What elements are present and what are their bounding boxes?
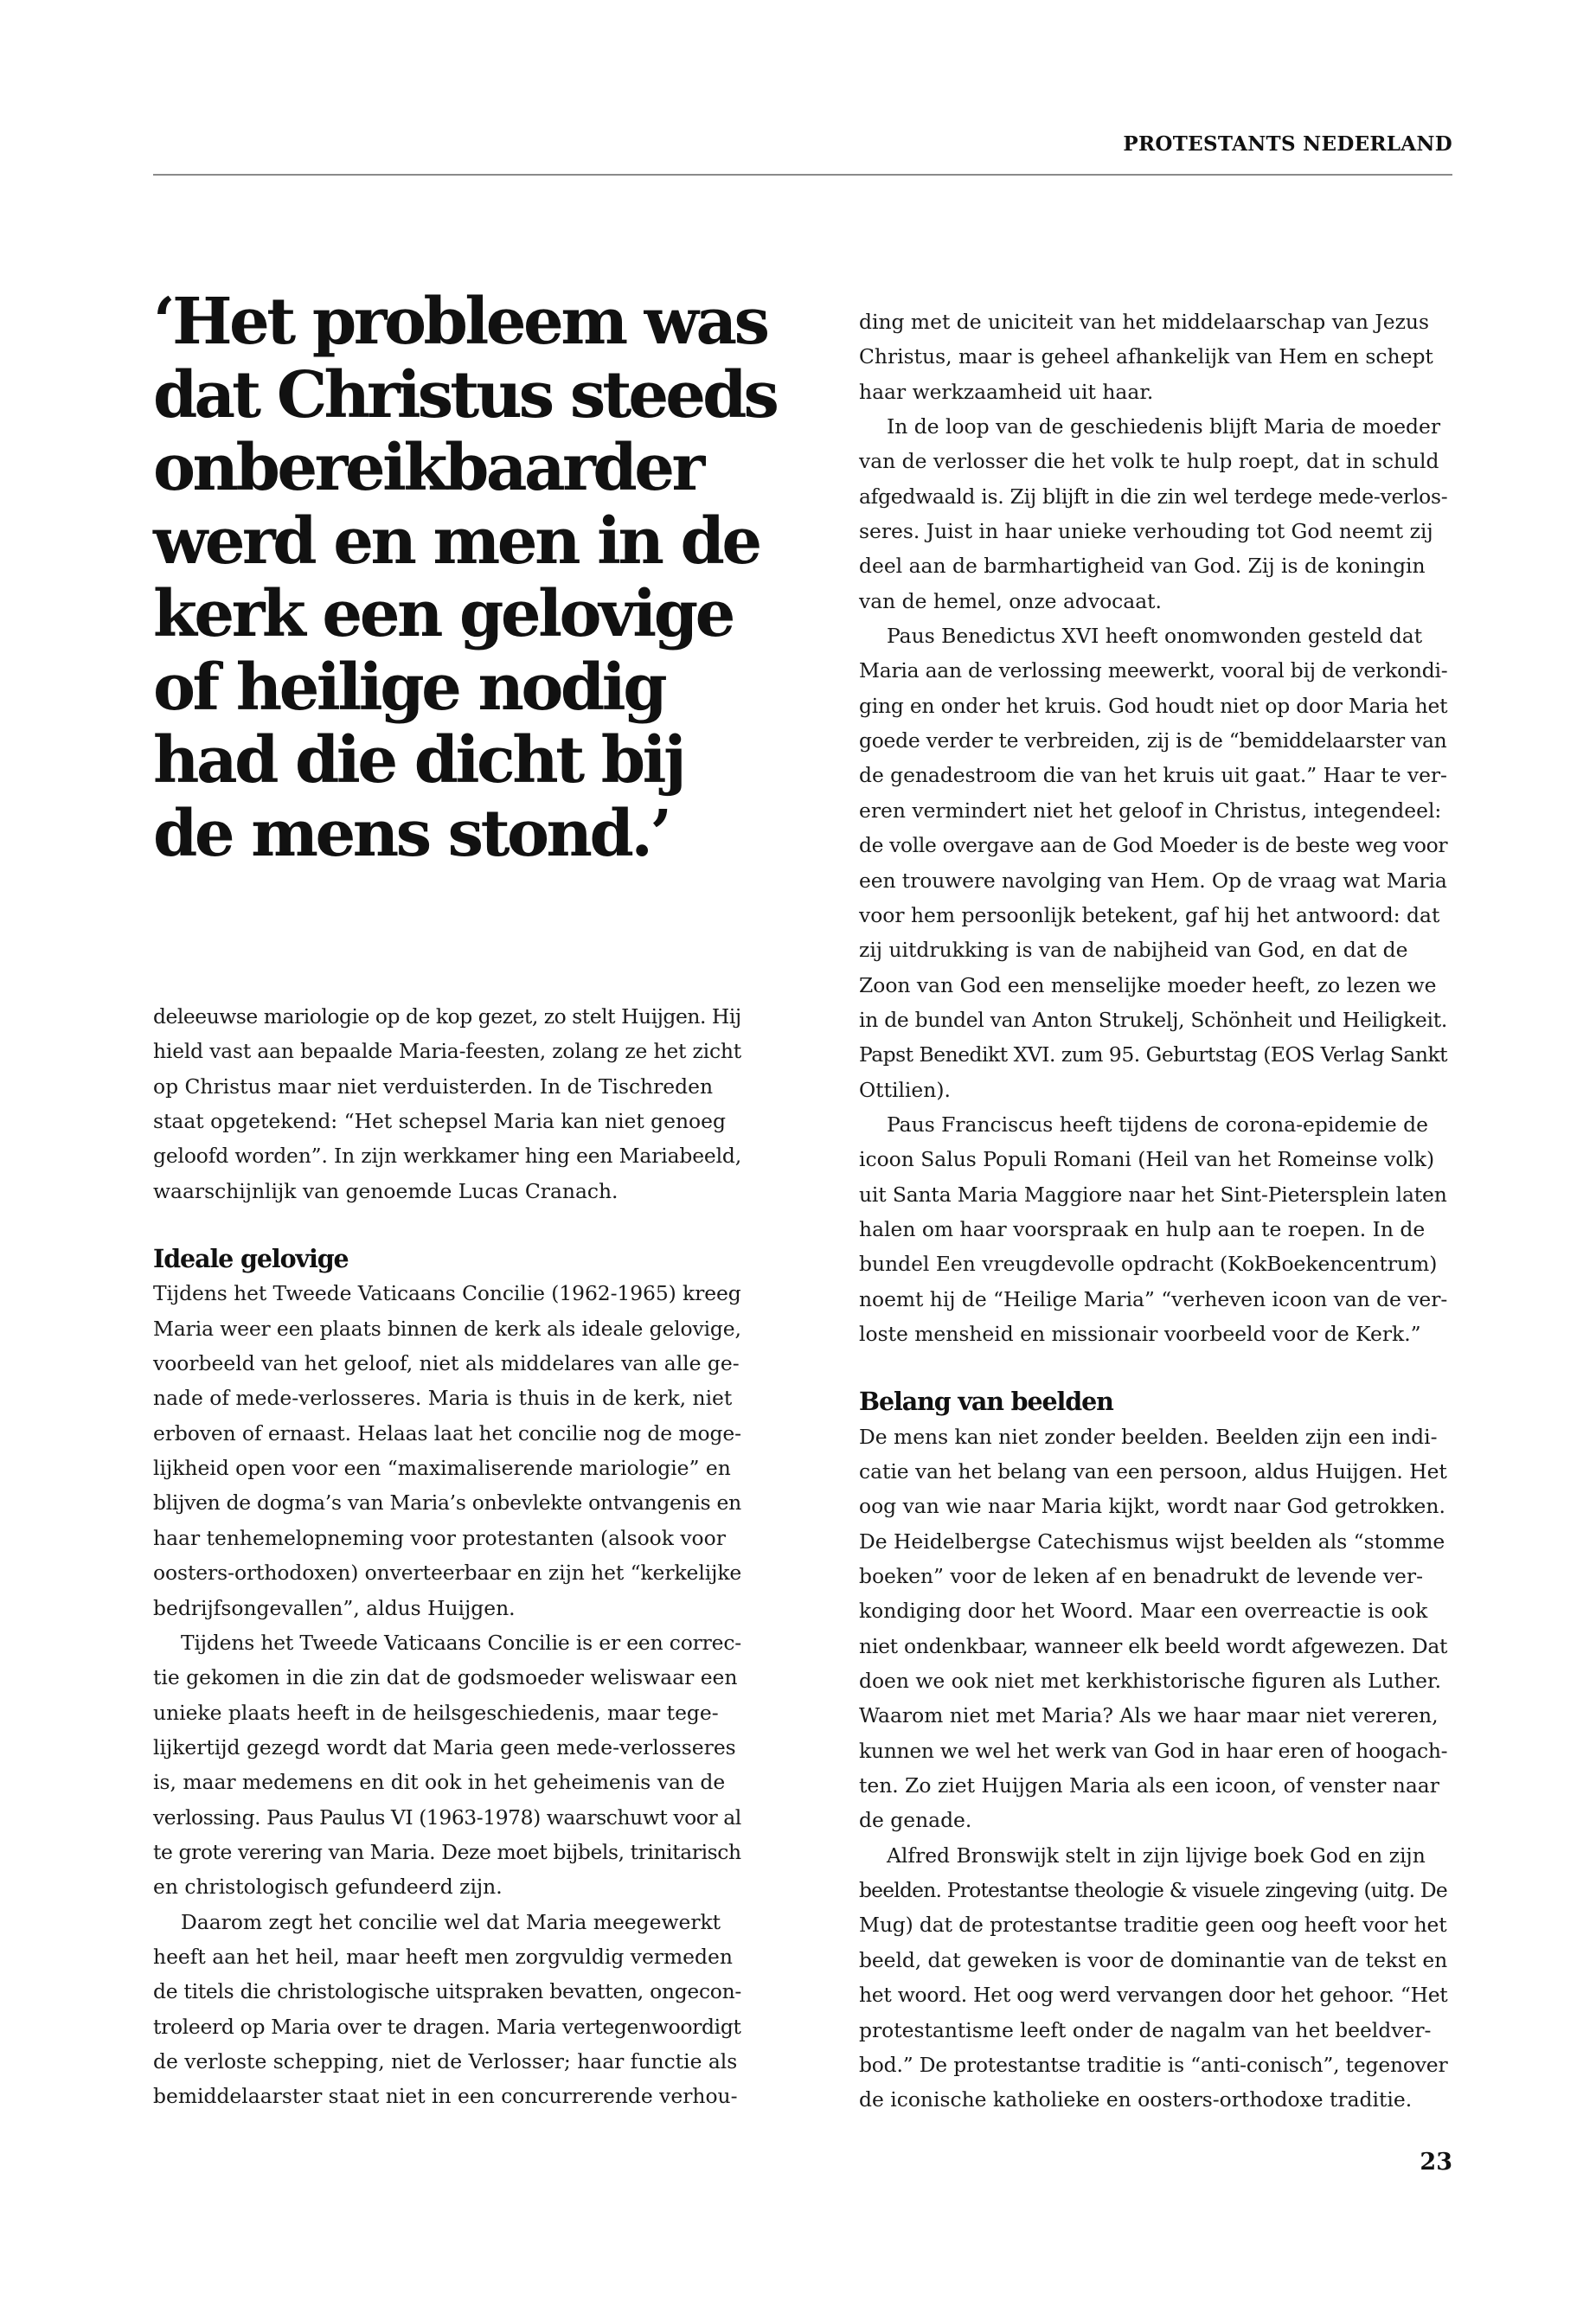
text-line: bundel Een vreugdevolle opdracht (KokBoekencentrum): [859, 1252, 1438, 1277]
text-line: de titels die christologische uitspraken bevatten, ongecon-: [153, 1979, 742, 2004]
text-line: Tijdens het Tweede Vaticaans Concilie (1962-1965) kreeg: [153, 1281, 741, 1306]
text-line: icoon Salus Populi Romani (Heil van het Romeinse volk): [859, 1147, 1435, 1172]
text-line: Ottilien).: [859, 1077, 951, 1102]
pull-quote-line: kerk een gelovige: [153, 577, 733, 651]
text-line: catie van het belang van een persoon, aldus Huijgen. Het: [859, 1459, 1447, 1484]
text-line: niet ondenkbaar, wanneer elk beeld wordt afgewezen. Dat: [859, 1633, 1448, 1658]
text-line: verlossing. Paus Paulus VI (1963-1978) waarschuwt voor al: [153, 1804, 741, 1830]
text-line: voorbeeld van het geloof, niet als middelares van alle ge-: [153, 1351, 740, 1376]
text-line: eren vermindert niet het geloof in Christus, integendeel:: [859, 798, 1442, 823]
pull-quote-line: ‘Het probleem was: [153, 285, 767, 359]
text-line: goede verder te verbreiden, zij is de “bemiddelaarster van: [859, 728, 1447, 753]
text-line: Maria weer een plaats binnen de kerk als ideale gelovige,: [153, 1316, 741, 1341]
text-line: de iconische katholieke en oosters-orthodoxe traditie.: [859, 2087, 1413, 2112]
section-title: PROTESTANTS NEDERLAND: [1123, 132, 1452, 156]
text-line: zij uitdrukking is van de nabijheid van God, en dat de: [859, 938, 1408, 963]
text-line: doen we ook niet met kerkhistorische figuren als Luther.: [859, 1669, 1442, 1694]
text-line: Waarom niet met Maria? Als we haar maar niet vereren,: [859, 1703, 1439, 1728]
text-line: heeft aan het heil, maar heeft men zorgvuldig vermeden: [153, 1944, 733, 1969]
text-line: erboven of ernaast. Helaas laat het concilie nog de moge-: [153, 1420, 741, 1445]
text-line: waarschijnlijk van genoemde Lucas Cranach.: [153, 1178, 619, 1203]
text-line: kondiging door het Woord. Maar een overreactie is ook: [859, 1599, 1428, 1624]
text-line: ten. Zo ziet Huijgen Maria als een icoon, of venster naar: [859, 1773, 1439, 1798]
text-line: hield vast aan bepaalde Maria-feesten, zolang ze het zicht: [153, 1039, 742, 1064]
text-line: het woord. Het oog werd vervangen door het gehoor. “Het: [859, 1983, 1448, 2008]
text-line: nade of mede-verlosseres. Maria is thuis in de kerk, niet: [153, 1386, 733, 1411]
text-line: in de bundel van Anton Strukelj, Schönheit und Heiligkeit.: [859, 1007, 1448, 1032]
text-line: loste mensheid en missionair voorbeeld voor de Kerk.”: [859, 1321, 1421, 1346]
text-line: afgedwaald is. Zij blijft in die zin wel terdege mede-verlos-: [859, 484, 1448, 509]
text-line: een trouwere navolging van Hem. Op de vraag wat Maria: [859, 868, 1447, 893]
pull-quote-line: dat Christus steeds: [153, 357, 777, 433]
header-divider: [153, 174, 1452, 176]
text-line: Paus Franciscus heeft tijdens de corona-epidemie de: [887, 1112, 1428, 1137]
text-line: beeld, dat geweken is voor de dominantie van de tekst en: [859, 1947, 1448, 1972]
pull-quote: [153, 285, 776, 870]
text-line: uit Santa Maria Maggiore naar het Sint-Pietersplein laten: [859, 1182, 1447, 1207]
text-line: staat opgetekend: “Het schepsel Maria kan niet genoeg: [153, 1109, 726, 1134]
text-line: halen om haar voorspraak en hulp aan te roepen. In de: [859, 1216, 1426, 1241]
text-line: haar werkzaamheid uit haar.: [859, 379, 1154, 404]
text-line: ding met de uniciteit van het middelaarschap van Jezus: [859, 310, 1429, 334]
pull-quote-line: onbereikbaarder: [153, 431, 702, 505]
text-line: op Christus maar niet verduisterden. In de Tischreden: [153, 1074, 714, 1099]
text-line: en christologisch gefundeerd zijn.: [153, 1875, 503, 1900]
text-line: noemt hij de “Heilige Maria” “verheven icoon van de ver-: [859, 1286, 1448, 1311]
pull-quote-line: of heilige nodig: [153, 650, 665, 725]
text-line: de genade.: [859, 1808, 972, 1833]
text-line: Papst Benedikt XVI. zum 95. Geburtstag (EOS Verlag Sankt: [859, 1042, 1448, 1067]
text-line: voor hem persoonlijk betekent, gaf hij het antwoord: dat: [859, 902, 1440, 927]
text-line: Mug) dat de protestantse traditie geen oog heeft voor het: [859, 1913, 1447, 1938]
text-line: Zoon van God een menselijke moeder heeft, zo lezen we: [859, 972, 1437, 997]
text-line: tie gekomen in die zin dat de godsmoeder weliswaar een: [153, 1665, 738, 1690]
text-line: bemiddelaarster staat niet in een concurrerende verhou-: [153, 2084, 738, 2109]
text-line: beelden. Protestantse theologie & visuele zingeving (uitg. De: [859, 1878, 1447, 1903]
text-line: Maria aan de verlossing meewerkt, vooral bij de verkondi-: [859, 658, 1448, 683]
text-line: blijven de dogma’s van Maria’s onbevlekte ontvangenis en: [153, 1490, 741, 1516]
text-line: oosters-orthodoxen) onverteerbaar en zijn het “kerkelijke: [153, 1561, 742, 1586]
text-line: bedrijfsongevallen”, aldus Huijgen.: [153, 1595, 516, 1620]
text-line: is, maar medemens en dit ook in het geheimenis van de: [153, 1770, 726, 1795]
page-number: 23: [1420, 2149, 1452, 2176]
text-line: geloofd worden”. In zijn werkkamer hing een Mariabeeld,: [153, 1144, 742, 1169]
text-line: De mens kan niet zonder beelden. Beelden zijn een indi-: [859, 1424, 1438, 1449]
text-line: seres. Juist in haar unieke verhouding tot God neemt zij: [859, 519, 1433, 544]
text-line: de genadestroom die van het kruis uit gaat.” Haar te ver-: [859, 763, 1447, 788]
text-line: Alfred Bronswijk stelt in zijn lijvige boek God en zijn: [887, 1843, 1426, 1868]
text-line: ging en onder het kruis. God houdt niet op door Maria het: [859, 693, 1448, 718]
text-line: lijkertijd gezegd wordt dat Maria geen mede-verlosseres: [153, 1734, 736, 1759]
text-line: protestantisme leeft onder de nagalm van het beeldver-: [859, 2017, 1432, 2042]
text-line: deel aan de barmhartigheid van God. Zij is de koningin: [859, 554, 1426, 579]
text-line: van de hemel, onze advocaat.: [859, 588, 1162, 613]
text-line: In de loop van de geschiedenis blijft Maria de moeder: [887, 414, 1441, 439]
text-line: van de verlosser die het volk te hulp roept, dat in schuld: [859, 449, 1439, 474]
pull-quote-line: de mens stond.’: [153, 796, 670, 871]
text-line: De Heidelbergse Catechismus wijst beelden als “stomme: [859, 1529, 1445, 1554]
text-line: Tijdens het Tweede Vaticaans Concilie is er een correc-: [181, 1630, 742, 1655]
text-line: Paus Benedictus XVI heeft onomwonden gesteld dat: [887, 624, 1423, 649]
text-line: unieke plaats heeft in de heilsgeschiedenis, maar tege-: [153, 1700, 719, 1725]
text-line: te grote verering van Maria. Deze moet bijbels, trinitarisch: [153, 1839, 741, 1864]
section-heading: Belang van beelden: [859, 1387, 1113, 1417]
text-line: de volle overgave aan de God Moeder is de beste weg voor: [859, 833, 1448, 858]
text-line: kunnen we wel het werk van God in haar eren of hoogach-: [859, 1738, 1448, 1763]
text-line: Christus, maar is geheel afhankelijk van Hem en schept: [859, 344, 1433, 369]
text-line: deleeuwse mariologie op de kop gezet, zo stelt Huijgen. Hij: [153, 1004, 741, 1029]
text-line: lijkheid open voor een “maximaliserende mariologie” en: [153, 1456, 731, 1481]
text-line: boeken” voor de leken af en benadrukt de levende ver-: [859, 1564, 1423, 1589]
text-line: Daarom zegt het concilie wel dat Maria meegewerkt: [181, 1909, 721, 1934]
left-column: [153, 999, 741, 2114]
section-heading: Ideale gelovige: [153, 1244, 349, 1274]
text-line: bod.” De protestantse traditie is “anti-conisch”, tegenover: [859, 2052, 1448, 2077]
pull-quote-line: werd en men in de: [153, 503, 760, 579]
right-column: [859, 304, 1447, 2118]
pull-quote-line: had die dicht bij: [153, 723, 684, 798]
text-line: troleerd op Maria over te dragen. Maria vertegenwoordigt: [153, 2014, 741, 2039]
text-line: haar tenhemelopneming voor protestanten (alsook voor: [153, 1525, 726, 1550]
text-line: oog van wie naar Maria kijkt, wordt naar God getrokken.: [859, 1494, 1445, 1519]
text-line: de verloste schepping, niet de Verlosser; haar functie als: [153, 2048, 738, 2073]
